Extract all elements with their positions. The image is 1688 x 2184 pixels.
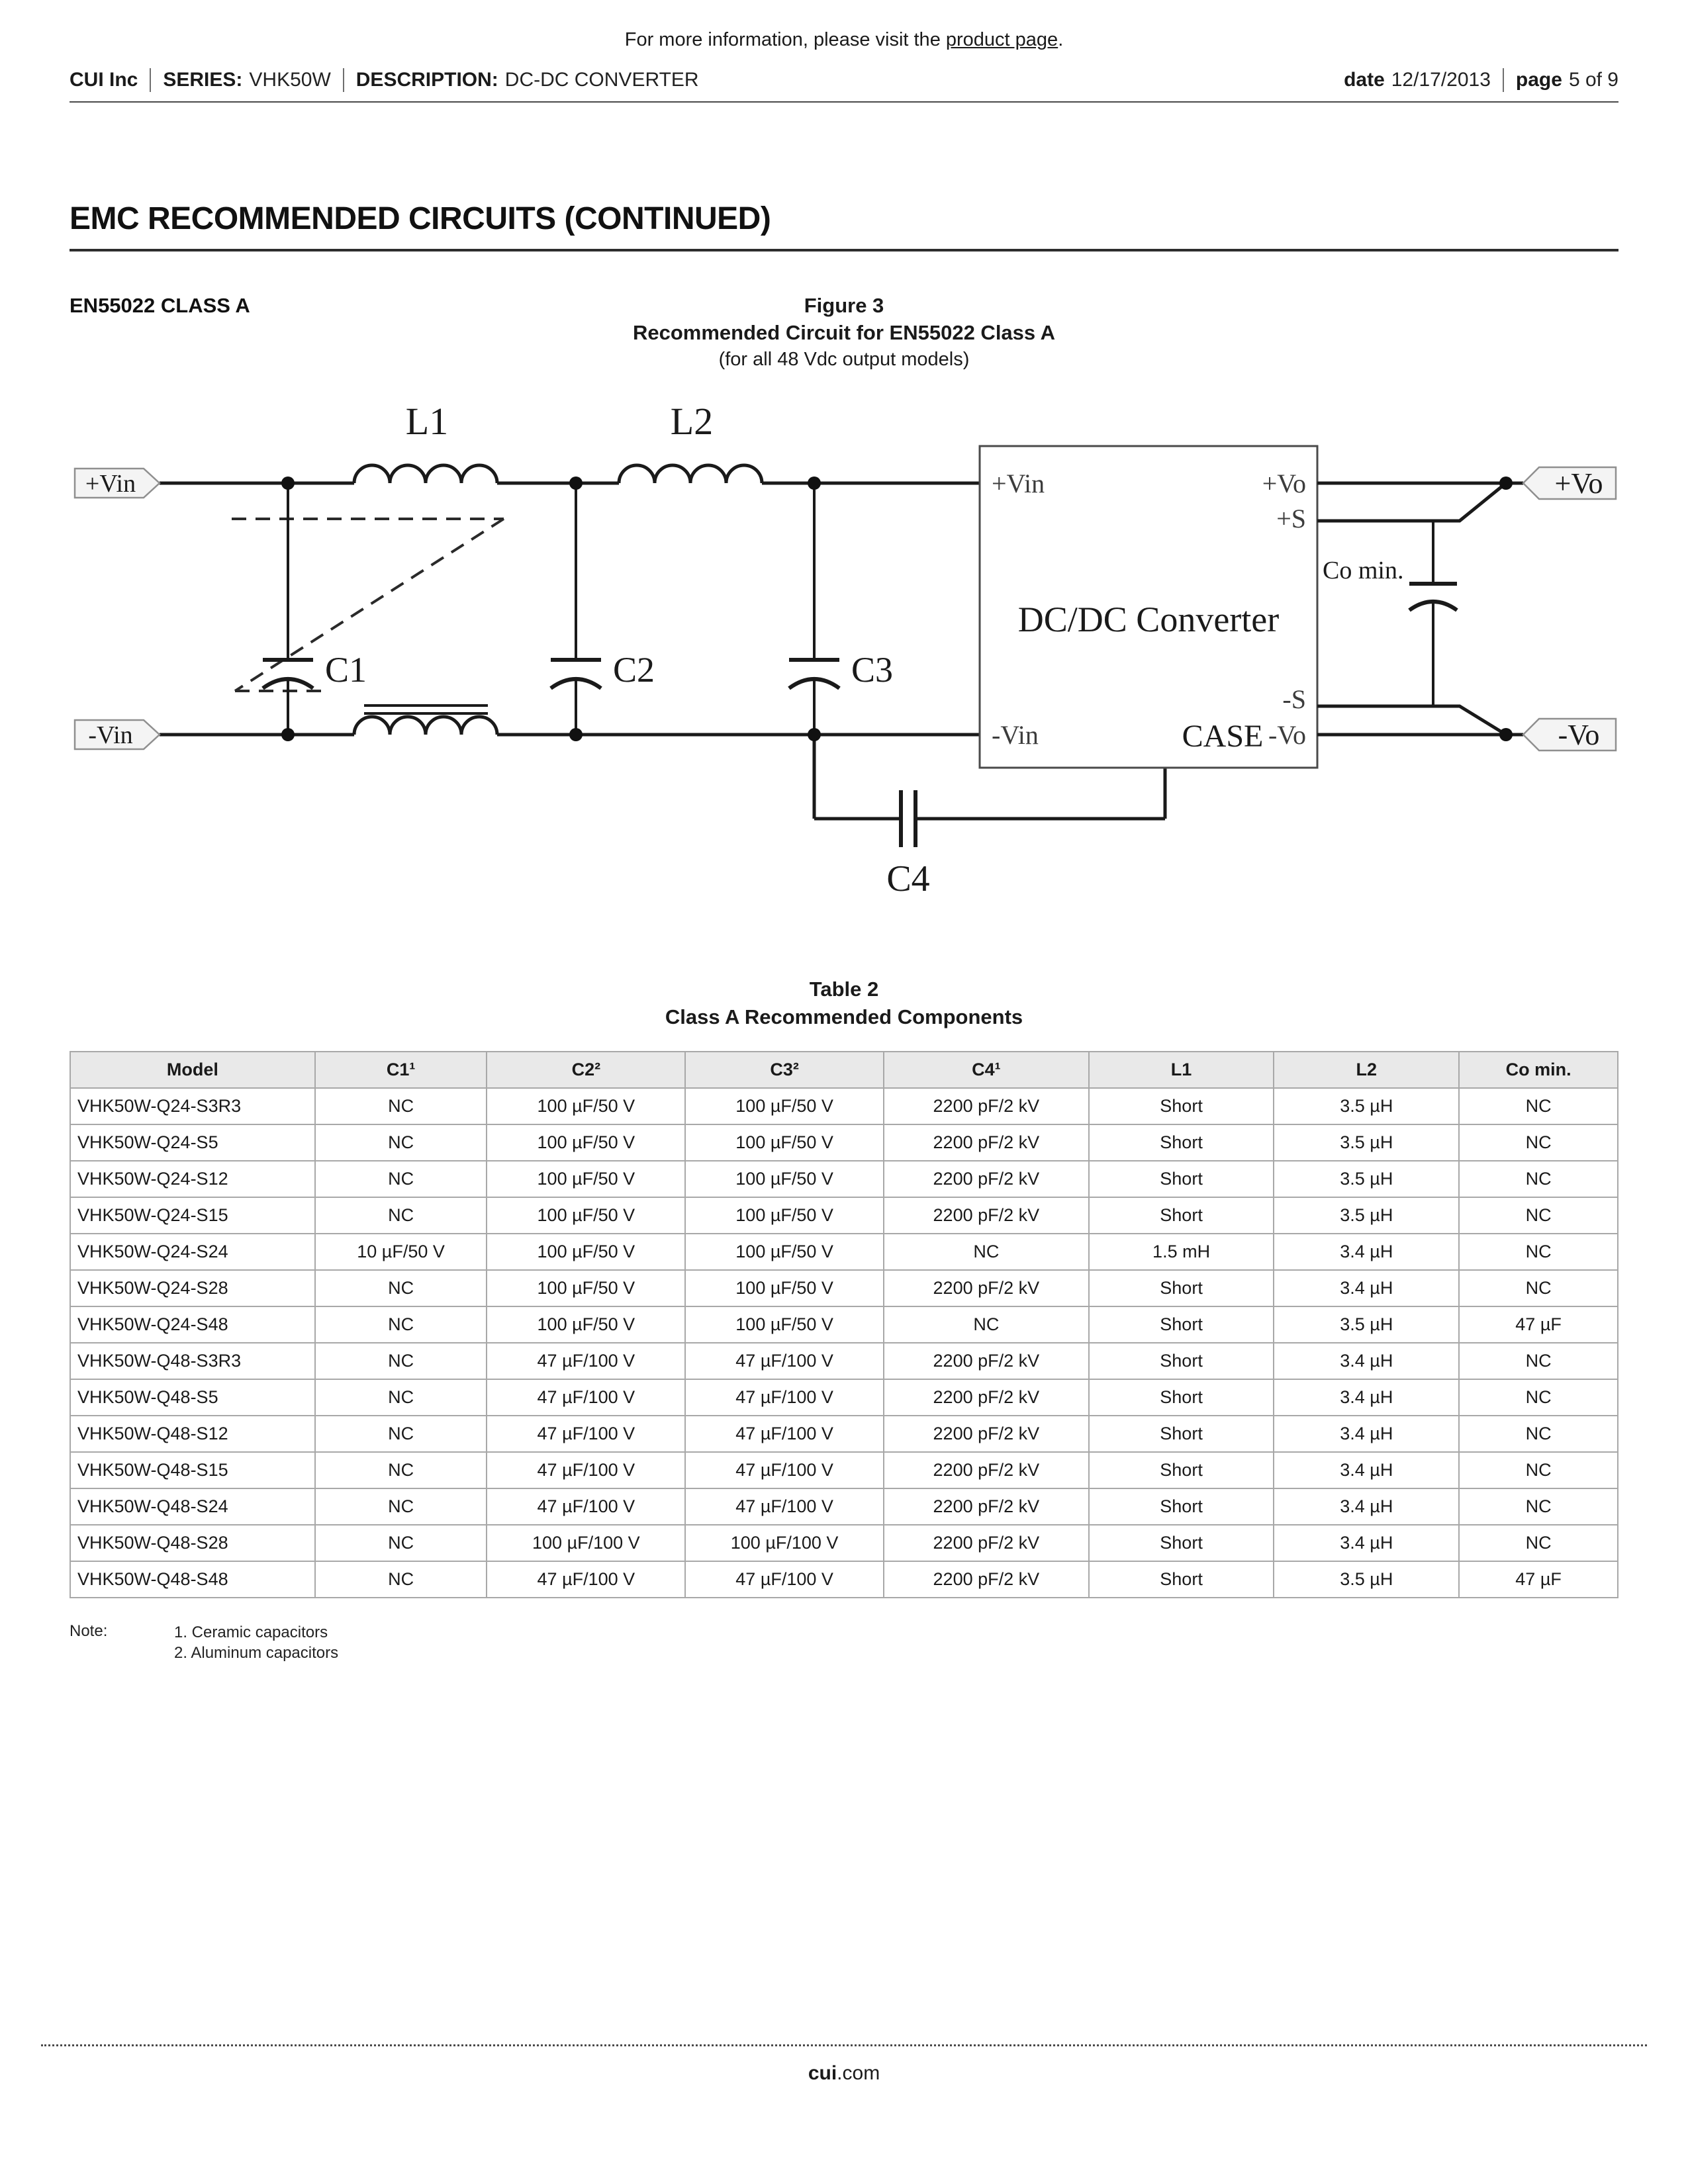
value-cell: NC [1459,1270,1618,1306]
value-cell: 3.5 µH [1274,1124,1459,1161]
output-wires [1317,483,1523,735]
top-note-prefix: For more information, please visit the [624,29,946,50]
footnote-items [174,1622,338,1663]
value-cell: Short [1089,1525,1274,1561]
model-cell: VHK50W-Q48-S15 [70,1452,315,1488]
value-cell: Short [1089,1561,1274,1598]
table-row [70,1416,1618,1452]
value-cell: 2200 pF/2 kV [884,1343,1089,1379]
model-cell: VHK50W-Q24-S48 [70,1306,315,1343]
value-cell: 2200 pF/2 kV [884,1088,1089,1124]
value-cell: 2200 pF/2 kV [884,1270,1089,1306]
value-cell: Short [1089,1161,1274,1197]
inductor-l2-coil [619,465,762,483]
meta-left [70,68,699,92]
vo-plus-label: +Vo [1554,467,1603,500]
header-rule [70,101,1618,103]
value-cell: NC [1459,1416,1618,1452]
top-note-suffix: . [1058,29,1064,50]
top-note [70,29,1618,51]
divider [150,68,151,92]
model-cell: VHK50W-Q24-S12 [70,1161,315,1197]
table-row [70,1124,1618,1161]
pin-vin-plus-label: +Vin [992,469,1045,498]
value-cell: NC [315,1088,487,1124]
table-row [70,1161,1618,1197]
value-cell: 3.5 µH [1274,1161,1459,1197]
value-cell: 3.5 µH [1274,1561,1459,1598]
value-cell: 47 µF/100 V [685,1343,884,1379]
value-cell: 100 µF/50 V [487,1270,685,1306]
page-label: page [1515,69,1562,91]
value-cell: 3.4 µH [1274,1525,1459,1561]
value-cell: 2200 pF/2 kV [884,1197,1089,1234]
value-cell: 47 µF/100 V [685,1561,884,1598]
value-cell: 100 µF/50 V [487,1306,685,1343]
value-cell: NC [1459,1343,1618,1379]
value-cell: NC [315,1161,487,1197]
value-cell: NC [1459,1452,1618,1488]
value-cell: Short [1089,1088,1274,1124]
figure-caption [70,293,1618,372]
table-row [70,1088,1618,1124]
value-cell: 3.4 µH [1274,1234,1459,1270]
value-cell: NC [315,1452,487,1488]
value-cell: 47 µF/100 V [685,1379,884,1416]
co-min-label: Co min. [1323,557,1404,584]
value-cell: 2200 pF/2 kV [884,1416,1089,1452]
value-cell: 2200 pF/2 kV [884,1379,1089,1416]
value-cell: Short [1089,1488,1274,1525]
capacitor-co-min [1409,521,1457,706]
value-cell: 47 µF/100 V [487,1343,685,1379]
pin-vin-minus-label: -Vin [992,720,1039,750]
vo-minus-label: -Vo [1558,719,1600,751]
value-cell: NC [315,1124,487,1161]
value-cell: 3.5 µH [1274,1197,1459,1234]
value-cell: NC [315,1488,487,1525]
c3-label: C3 [851,650,894,690]
value-cell: NC [1459,1088,1618,1124]
value-cell: Short [1089,1197,1274,1234]
figure-subtitle: Recommended Circuit for EN55022 Class A [632,320,1055,344]
capacitor-c1 [263,483,313,735]
col-header-l1: L1 [1089,1052,1274,1088]
value-cell: 3.4 µH [1274,1488,1459,1525]
value-cell: 100 µF/50 V [487,1088,685,1124]
value-cell: 47 µF/100 V [487,1488,685,1525]
value-cell: NC [1459,1161,1618,1197]
date-value: 12/17/2013 [1391,69,1491,91]
col-header-co-min: Co min. [1459,1052,1618,1088]
value-cell: NC [1459,1124,1618,1161]
section-title: EMC RECOMMENDED CIRCUITS (CONTINUED) [70,201,771,236]
value-cell: 1.5 mH [1089,1234,1274,1270]
value-cell: 100 µF/50 V [685,1197,884,1234]
value-cell: 3.4 µH [1274,1416,1459,1452]
converter-label: DC/DC Converter [1017,600,1280,639]
model-cell: VHK50W-Q24-S15 [70,1197,315,1234]
col-header-l2: L2 [1274,1052,1459,1088]
value-cell: 47 µF/100 V [487,1416,685,1452]
c2-label: C2 [613,650,655,690]
table-subtitle: Class A Recommended Components [665,1005,1023,1028]
value-cell: NC [315,1197,487,1234]
model-cell: VHK50W-Q48-S5 [70,1379,315,1416]
value-cell: 100 µF/50 V [685,1124,884,1161]
value-cell: Short [1089,1270,1274,1306]
value-cell: NC [315,1270,487,1306]
value-cell: NC [1459,1488,1618,1525]
c1-label: C1 [325,650,367,690]
capacitor-c2 [551,483,601,735]
value-cell: 47 µF [1459,1561,1618,1598]
col-header-c2: C2² [487,1052,685,1088]
col-header-model: Model [70,1052,315,1088]
value-cell: 100 µF/50 V [487,1234,685,1270]
value-cell: 3.5 µH [1274,1306,1459,1343]
junction-dots [281,477,1513,741]
page-number: 5 of 9 [1568,69,1618,91]
page-footer [41,2044,1647,2085]
value-cell: NC [884,1234,1089,1270]
table-body [70,1088,1618,1598]
pin-s-minus-label: -S [1282,684,1306,714]
divider [343,68,344,92]
value-cell: NC [315,1306,487,1343]
table-row [70,1488,1618,1525]
capacitor-c3 [789,483,839,735]
terminal-tags [75,467,1616,751]
table-row [70,1197,1618,1234]
value-cell: Short [1089,1306,1274,1343]
table-caption [70,976,1618,1031]
pin-vo-minus-label: -Vo [1268,720,1306,750]
model-cell: VHK50W-Q24-S3R3 [70,1088,315,1124]
value-cell: 100 µF/100 V [685,1525,884,1561]
value-cell: 47 µF/100 V [487,1379,685,1416]
value-cell: 47 µF/100 V [685,1416,884,1452]
converter-box [980,446,1317,768]
footnote-item: 1. Ceramic capacitors [174,1623,328,1641]
table-row [70,1379,1618,1416]
meta-right [1344,68,1618,92]
value-cell: 2200 pF/2 kV [884,1452,1089,1488]
value-cell: 100 µF/50 V [685,1234,884,1270]
table-row [70,1452,1618,1488]
col-header-c4: C4¹ [884,1052,1089,1088]
value-cell: NC [884,1306,1089,1343]
value-cell: 2200 pF/2 kV [884,1488,1089,1525]
figure-title: Figure 3 [804,294,884,317]
value-cell: 10 µF/50 V [315,1234,487,1270]
value-cell: 2200 pF/2 kV [884,1561,1089,1598]
value-cell: Short [1089,1343,1274,1379]
value-cell: NC [315,1416,487,1452]
model-cell: VHK50W-Q24-S28 [70,1270,315,1306]
value-cell: 47 µF/100 V [487,1452,685,1488]
series-value: VHK50W [249,69,331,91]
value-cell: 100 µF/50 V [685,1088,884,1124]
meta-header-bar [70,68,1618,92]
value-cell: 100 µF/50 V [487,1197,685,1234]
series-label: SERIES: [163,69,243,91]
value-cell: NC [1459,1197,1618,1234]
case-label: CASE [1182,719,1264,754]
table-title: Table 2 [809,978,879,1001]
value-cell: 47 µF/100 V [685,1452,884,1488]
choke-coupling-dashes [232,519,504,691]
value-cell: NC [315,1561,487,1598]
value-cell: Short [1089,1379,1274,1416]
pin-vo-plus-label: +Vo [1262,469,1306,498]
footer-domain: .com [837,2062,880,2084]
company-name: CUI Inc [70,69,138,91]
divider [1503,68,1504,92]
value-cell: NC [1459,1234,1618,1270]
value-cell: NC [315,1379,487,1416]
components-table [70,1051,1618,1598]
value-cell: NC [1459,1379,1618,1416]
footnote-block [70,1622,1618,1663]
table-row [70,1343,1618,1379]
value-cell: 2200 pF/2 kV [884,1525,1089,1561]
table-row [70,1561,1618,1598]
value-cell: 100 µF/50 V [487,1161,685,1197]
value-cell: 47 µF [1459,1306,1618,1343]
model-cell: VHK50W-Q24-S5 [70,1124,315,1161]
product-page-link[interactable]: product page [945,29,1058,50]
table-row [70,1525,1618,1561]
value-cell: 100 µF/100 V [487,1525,685,1561]
footer-brand: cui [808,2062,837,2084]
value-cell: 100 µF/50 V [685,1161,884,1197]
table-row [70,1270,1618,1306]
value-cell: NC [315,1525,487,1561]
table-row [70,1234,1618,1270]
l1-label: L1 [405,400,449,443]
value-cell: 3.4 µH [1274,1270,1459,1306]
model-cell: VHK50W-Q48-S12 [70,1416,315,1452]
description-value: DC-DC CONVERTER [504,69,699,91]
l2-label: L2 [670,400,714,443]
model-cell: VHK50W-Q48-S28 [70,1525,315,1561]
value-cell: NC [315,1343,487,1379]
value-cell: Short [1089,1416,1274,1452]
circuit-diagram [70,385,1618,915]
value-cell: 2200 pF/2 kV [884,1124,1089,1161]
c4-label: C4 [886,858,930,899]
value-cell: 3.5 µH [1274,1088,1459,1124]
value-cell: 2200 pF/2 kV [884,1161,1089,1197]
col-header-c3: C3² [685,1052,884,1088]
model-cell: VHK50W-Q48-S24 [70,1488,315,1525]
model-cell: VHK50W-Q48-S48 [70,1561,315,1598]
value-cell: Short [1089,1124,1274,1161]
date-label: date [1344,69,1385,91]
value-cell: Short [1089,1452,1274,1488]
model-cell: VHK50W-Q24-S24 [70,1234,315,1270]
value-cell: 100 µF/50 V [685,1306,884,1343]
table-row [70,1306,1618,1343]
description-label: DESCRIPTION: [355,69,498,91]
value-cell: 3.4 µH [1274,1379,1459,1416]
table-header-row [70,1052,1618,1088]
subsection-title: EN55022 CLASS A [70,294,250,317]
value-cell: NC [1459,1525,1618,1561]
pin-s-plus-label: +S [1276,504,1306,533]
wires [160,483,980,735]
footnote-label: Note: [70,1621,108,1640]
figure-note: (for all 48 Vdc output models) [718,348,970,370]
figure-heading-block [70,293,1618,379]
vin-minus-label: -Vin [88,721,133,749]
col-header-c1: C1¹ [315,1052,487,1088]
value-cell: 47 µF/100 V [487,1561,685,1598]
vin-plus-label: +Vin [85,470,136,498]
value-cell: 100 µF/50 V [487,1124,685,1161]
value-cell: 3.4 µH [1274,1452,1459,1488]
section-rule [70,249,1618,251]
value-cell: 3.4 µH [1274,1343,1459,1379]
footnote-item: 2. Aluminum capacitors [174,1643,339,1662]
model-cell: VHK50W-Q48-S3R3 [70,1343,315,1379]
value-cell: 47 µF/100 V [685,1488,884,1525]
value-cell: 100 µF/50 V [685,1270,884,1306]
